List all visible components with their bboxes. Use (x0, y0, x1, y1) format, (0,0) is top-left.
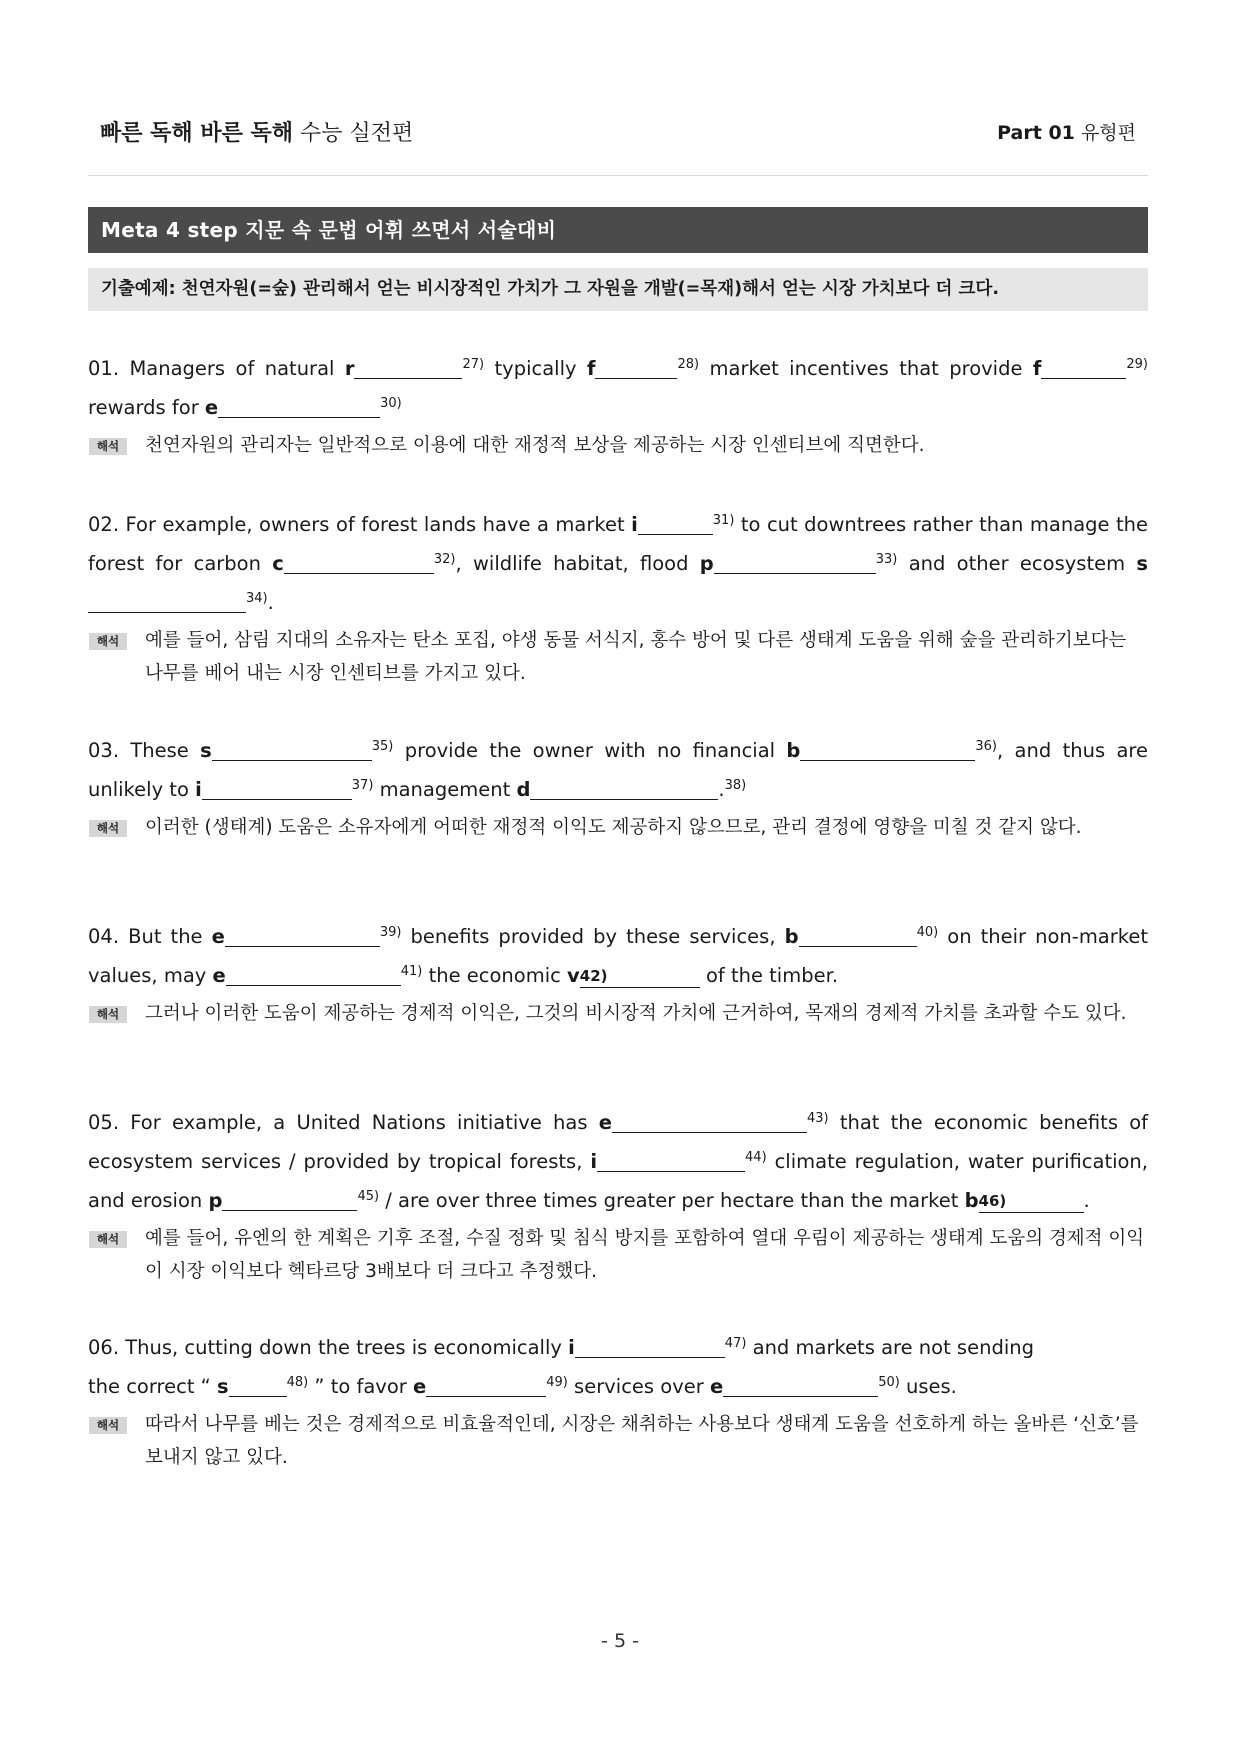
sentence-text: ” to favor (308, 1375, 413, 1398)
item-number: 01. (88, 357, 120, 380)
item-translation (88, 1222, 1148, 1288)
blank-number: 34) (246, 591, 268, 606)
answer-blank[interactable] (284, 551, 434, 574)
sentence-text: climate regulation, water purification, and erosion (88, 1150, 1148, 1212)
section-title: Meta 4 step 지문 속 문법 어휘 쓰면서 서술대비 (88, 207, 1148, 253)
blank-initial: i (195, 778, 202, 801)
blank-number: 50) (878, 1375, 900, 1390)
book-title-bold: 빠른 독해 바른 독해 (100, 121, 293, 146)
book-title (100, 116, 413, 147)
item-sentence (88, 505, 1148, 622)
part-name: 유형편 (1080, 122, 1136, 144)
blank-initial: f (1032, 357, 1042, 380)
blank-number: 41) (400, 964, 423, 979)
answer-blank[interactable] (88, 590, 246, 613)
blank-initial: d (516, 778, 531, 801)
sentence-text: typically (484, 357, 587, 380)
item-number: 02. (88, 513, 120, 536)
blank-initial: c (272, 552, 284, 575)
item-translation (88, 1408, 1148, 1474)
sentence-text: For example, owners of forest lands have a market (125, 513, 632, 536)
sentence-text: services over (567, 1375, 710, 1398)
sentence-text: that the economic benefits of ecosystem services / provided by tropical forests, (88, 1111, 1149, 1173)
answer-blank[interactable] (354, 356, 462, 379)
answer-blank[interactable] (800, 738, 975, 761)
exercise-item-03 (88, 731, 1148, 844)
part-number: Part 01 (997, 122, 1075, 144)
translation-text: 예를 들어, 유엔의 한 계획은 기후 조절, 수질 정화 및 침식 방지를 포함하여 열대 우림이 제공하는 생태계 도움의 경제적 이익이 시장 이익보다 헥타르당 3배보다 더 크다고 추정했다. (145, 1228, 1145, 1282)
sentence-text: , wildlife habitat, flood (455, 552, 700, 575)
sentence-text: For example, a United Nations initiative has (130, 1111, 599, 1134)
blank-number: 35) (371, 739, 394, 754)
blank-number: 28) (677, 357, 700, 372)
blank-number: 36) (975, 739, 998, 754)
translation-tag: 해석 (89, 438, 127, 455)
exam-title: 기출예제: 천연자원(=숲) 관리해서 얻는 비시장적인 가치가 그 자원을 개발(=목재)해서 얻는 시장 가치보다 더 크다. (88, 268, 1148, 311)
answer-blank[interactable] (597, 1149, 745, 1172)
blank-number: 33) (875, 552, 898, 567)
blank-number: 44) (745, 1150, 767, 1165)
answer-blank[interactable] (202, 777, 352, 800)
blank-number: 40) (916, 925, 939, 940)
blank-initial: e (598, 1111, 612, 1134)
blank-initial: i (568, 1336, 575, 1359)
blank-initial: s (200, 739, 212, 762)
item-sentence (88, 1328, 1148, 1406)
item-sentence (88, 917, 1148, 995)
answer-blank[interactable] (723, 1374, 878, 1397)
translation-text: 이러한 (생태계) 도움은 소유자에게 어떠한 재정적 이익도 제공하지 않으므로, 관리 결정에 영향을 미칠 것 같지 않다. (145, 817, 1082, 838)
exercise-item-05 (88, 1103, 1148, 1288)
blank-number: 48) (286, 1375, 309, 1390)
blank-number: 45) (357, 1189, 380, 1204)
translation-tag: 해석 (89, 820, 127, 837)
translation-text: 예를 들어, 삼림 지대의 소유자는 탄소 포집, 야생 동물 서식지, 홍수 방어 및 다른 생태계 도움을 위해 숲을 관리하기보다는 나무를 베어 내는 시장 인센티브를 가지고 있다. (145, 630, 1127, 684)
blank-number: 38) (724, 778, 747, 793)
blank-initial: v (567, 964, 580, 987)
answer-blank[interactable] (222, 1188, 357, 1211)
blank-number: 32) (433, 552, 456, 567)
answer-blank[interactable] (1041, 356, 1126, 379)
sentence-text: the economic (422, 964, 568, 987)
translation-text: 그러나 이러한 도움이 제공하는 경제적 이익은, 그것의 비시장적 가치에 근거하여, 목재의 경제적 가치를 초과할 수도 있다. (145, 1003, 1127, 1024)
sentence-text: . (267, 591, 274, 614)
sentence-text: to cut downtrees rather than manage the forest for carbon (88, 513, 1149, 575)
exercise-item-02 (88, 505, 1148, 690)
blank-initial: e (211, 925, 225, 948)
exercise-item-04 (88, 917, 1148, 1030)
answer-blank[interactable] (530, 777, 718, 800)
answer-blank[interactable] (229, 1374, 287, 1397)
sentence-text: , and thus are unlikely to (88, 739, 1148, 801)
translation-tag: 해석 (89, 1231, 127, 1248)
blank-initial: s (216, 1375, 229, 1398)
part-label (997, 118, 1136, 145)
translation-text: 천연자원의 관리자는 일반적으로 이용에 대한 재정적 보상을 제공하는 시장 인센티브에 직면한다. (145, 435, 925, 456)
answer-blank[interactable] (426, 1374, 546, 1397)
sentence-text: and other ecosystem (897, 552, 1137, 575)
item-sentence (88, 731, 1148, 809)
item-translation (88, 997, 1148, 1030)
blank-initial: e (709, 1375, 724, 1398)
page-header (100, 116, 1136, 152)
item-sentence (88, 1103, 1148, 1220)
sentence-text: on their non-market values, may (88, 925, 1149, 987)
sentence-text: uses. (899, 1375, 957, 1398)
header-divider (88, 175, 1148, 176)
blank-initial: b (784, 925, 799, 948)
blank-initial: i (590, 1150, 598, 1173)
sentence-text: and markets are not sending (746, 1336, 1034, 1359)
item-number: 04. (88, 925, 120, 948)
translation-tag: 해석 (89, 1006, 127, 1023)
item-number: 05. (88, 1111, 120, 1134)
sentence-text: the correct “ (88, 1375, 217, 1398)
sentence-text: provide the owner with no financial (393, 739, 787, 762)
blank-number: 29) (1126, 357, 1148, 372)
answer-blank[interactable] (225, 924, 380, 947)
blank-number: 31) (712, 513, 735, 528)
answer-blank[interactable] (226, 963, 401, 986)
sentence-text: Managers of natural (129, 357, 345, 380)
sentence-text: . (718, 778, 725, 801)
blank-initial: s (1136, 552, 1148, 575)
blank-initial: b (786, 739, 801, 762)
answer-blank[interactable] (212, 738, 372, 761)
book-title-subtitle: 수능 실전편 (300, 121, 414, 146)
answer-blank[interactable] (714, 551, 876, 574)
item-translation (88, 811, 1148, 844)
sentence-text: market incentives that provide (699, 357, 1033, 380)
blank-initial: p (699, 552, 714, 575)
blank-initial: b (964, 1189, 979, 1212)
blank-initial: p (208, 1189, 223, 1212)
answer-blank[interactable] (638, 512, 713, 535)
answer-blank[interactable] (575, 1335, 725, 1358)
sentence-text: Thus, cutting down the trees is economically (125, 1336, 569, 1359)
translation-text: 따라서 나무를 베는 것은 경제적으로 비효율적인데, 시장은 채취하는 사용보다 생태계 도움을 선호하게 하는 올바른 ‘신호’를 보내지 않고 있다. (145, 1414, 1139, 1468)
sentence-text: benefits provided by these services, (401, 925, 785, 948)
answer-blank[interactable] (799, 924, 917, 947)
blank-number: 43) (806, 1111, 829, 1126)
item-number: 06. (88, 1336, 120, 1359)
item-number: 03. (88, 739, 120, 762)
sentence-text: / are over three times greater per hectare than the market (379, 1189, 965, 1212)
translation-tag: 해석 (89, 633, 127, 650)
blank-initial: e (212, 964, 226, 987)
answer-blank[interactable] (218, 395, 380, 418)
translation-tag: 해석 (89, 1417, 127, 1434)
answer-blank[interactable]: 42) (580, 965, 700, 988)
sentence-text: But the (128, 925, 212, 948)
item-translation (88, 624, 1148, 690)
answer-blank[interactable] (595, 356, 677, 379)
page-number: - 5 - (601, 1630, 639, 1652)
blank-initial: r (344, 357, 355, 380)
blank-number: 39) (379, 925, 402, 940)
sentence-text: management (373, 778, 517, 801)
exercise-item-06 (88, 1328, 1148, 1474)
blank-initial: f (587, 357, 596, 380)
blank-number: 49) (546, 1375, 568, 1390)
answer-blank[interactable]: 46) (979, 1190, 1084, 1213)
item-sentence (88, 349, 1148, 427)
sentence-text: . (1083, 1189, 1090, 1212)
sentence-text: rewards for (88, 396, 205, 419)
exercise-item-01 (88, 349, 1148, 462)
blank-number: 37) (351, 778, 374, 793)
answer-blank[interactable] (612, 1110, 807, 1133)
sentence-text: of the timber. (699, 964, 839, 987)
blank-number: 30) (380, 396, 402, 411)
blank-initial: e (413, 1375, 427, 1398)
sentence-text: These (130, 739, 201, 762)
blank-number: 47) (724, 1336, 747, 1351)
blank-number: 27) (462, 357, 485, 372)
blank-initial: i (631, 513, 638, 536)
item-translation (88, 429, 1148, 462)
blank-initial: e (204, 396, 219, 419)
